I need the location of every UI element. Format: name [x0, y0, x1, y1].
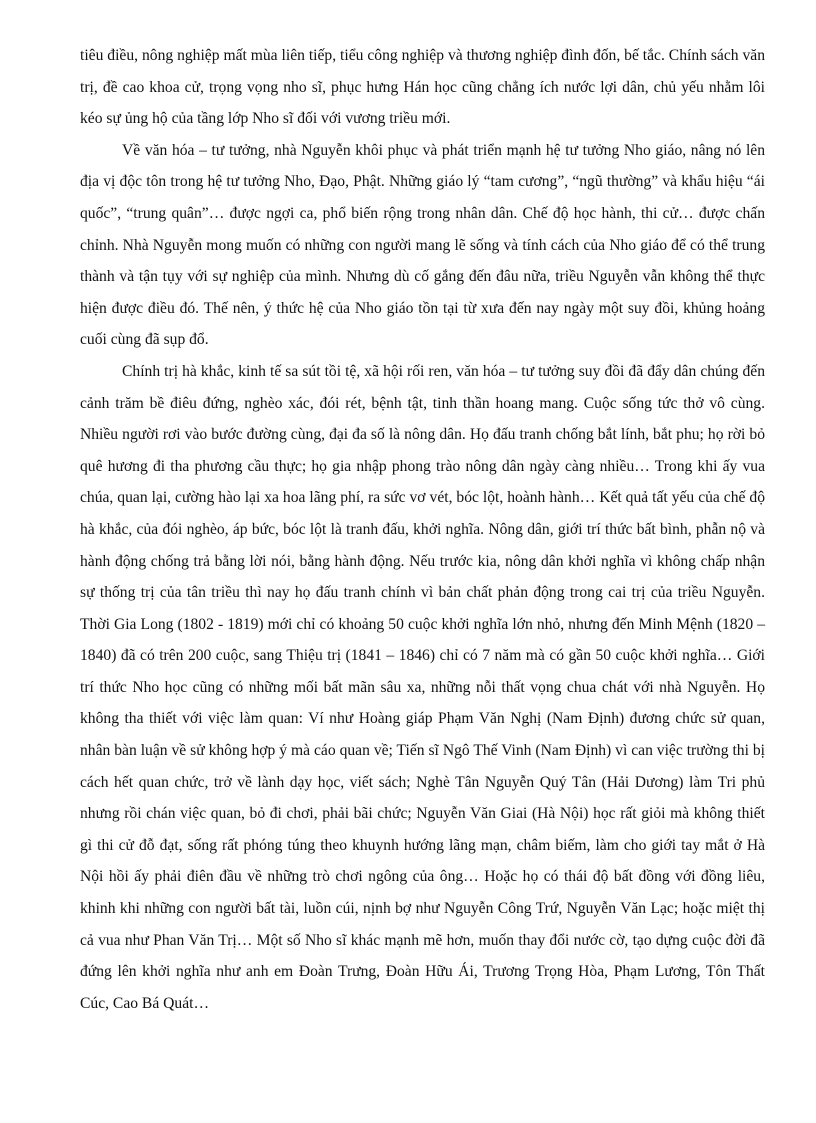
paragraph-continuation: tiêu điều, nông nghiệp mất mùa liên tiếp, tiểu công nghiệp và thương nghiệp đình đốn, bế tắc. Chính sách văn trị, đề cao khoa cử, trọng vọng nho sĩ, phục hưng Hán học cũng chẳng ích nước lợi dân, chủ yếu nhằm lôi kéo sự ủng hộ của tầng lớp Nho sĩ đối với vương triều mới. [80, 47, 765, 128]
document-page [80, 40, 765, 1019]
paragraph-social-uprisings: Chính trị hà khắc, kinh tế sa sút tồi tệ, xã hội rối ren, văn hóa – tư tưởng suy đồi đã đẩy dân chúng đến cảnh trăm bề điêu đứng, nghèo xác, đói rét, bệnh tật, tinh thần hoang mang. Cuộc sống tức thở vô cùng. Nhiều người rơi vào bước đường cùng, đại đa số là nông dân. Họ đấu tranh chống bắt lính, bắt phu; họ rời bỏ quê hương đi tha phương cầu thực; họ gia nhập phong trào nông dân ngày càng nhiều… Trong khi ấy vua chúa, quan lại, cường hào lại xa hoa lãng phí, ra sức vơ vét, bóc lột, hoành hành… Kết quả tất yếu của chế độ hà khắc, của đói nghèo, áp bức, bóc lột là tranh đấu, khởi nghĩa. Nông dân, giới trí thức bất bình, phẫn nộ và hành động chống trả bằng lời nói, bằng hành động. Nếu trước kia, nông dân khởi nghĩa vì không chấp nhận sự thống trị của tân triều thì nay họ đấu tranh chính vì bản chất phản động trong cai trị của triều Nguyễn. Thời Gia Long (1802 - 1819) mới chỉ có khoảng 50 cuộc khởi nghĩa lớn nhỏ, nhưng đến Minh Mệnh (1820 – 1840) đã có trên 200 cuộc, sang Thiệu trị (1841 – 1846) chỉ có 7 năm mà có gần 50 cuộc khởi nghĩa… Giới trí thức Nho học cũng có những mối bất mãn sâu xa, những nỗi thất vọng chua chát với nhà Nguyễn. Họ không tha thiết với việc làm quan: Ví như Hoàng giáp Phạm Văn Nghị (Nam Định) đương chức sử quan, nhân bàn luận về sử không hợp ý mà cáo quan về; Tiến sĩ Ngô Thế Vinh (Nam Định) vì can việc trường thi bị cách hết quan chức, trở về lành dạy học, viết sách; Nghè Tân Nguyễn Quý Tân (Hải Dương) làm Tri phủ nhưng rồi chán việc quan, bỏ đi chơi, phải bãi chức; Nguyễn Văn Giai (Hà Nội) học rất giỏi mà không thiết gì thi cử đỗ đạt, sống rất phóng túng theo khuynh hướng lãng mạn, châm biếm, làm cho giới tay mắt ở Hà Nội hồi ấy phải điên đầu về những trò chơi ngông của ông… Hoặc họ có thái độ bất đồng với đồng liêu, khinh khi những con người bất tài, luồn cúi, nịnh bợ như Nguyễn Công Trứ, Nguyễn Văn Lạc; hoặc miệt thị cả vua như Phan Văn Trị… Một số Nho sĩ khác mạnh mẽ hơn, muốn thay đổi nước cờ, tạo dựng cuộc đời đã đứng lên khởi nghĩa như anh em Đoàn Trưng, Đoàn Hữu Ái, Trương Trọng Hòa, Phạm Lương, Tôn Thất Cúc, Cao Bá Quát… [80, 362, 765, 1012]
paragraph-culture-ideology: Về văn hóa – tư tưởng, nhà Nguyễn khôi phục và phát triển mạnh hệ tư tưởng Nho giáo, nâng nó lên địa vị độc tôn trong hệ tư tưởng Nho, Đạo, Phật. Những giáo lý “tam cương”, “ngũ thường” và khẩu hiệu “ái quốc”, “trung quân”… được ngợi ca, phổ biến rộng trong nhân dân. Chế độ học hành, thi cử… được chấn chỉnh. Nhà Nguyễn mong muốn có những con người mang lẽ sống và tính cách của Nho giáo để có thể trung thành và tận tụy với sự nghiệp của mình. Nhưng dù cố gắng đến đâu nữa, triều Nguyễn vẫn không thể thực hiện được điều đó. Thế nên, ý thức hệ của Nho giáo tồn tại từ xưa đến nay ngày một suy đồi, khủng hoảng cuối cùng đã sụp đổ. [80, 141, 765, 349]
